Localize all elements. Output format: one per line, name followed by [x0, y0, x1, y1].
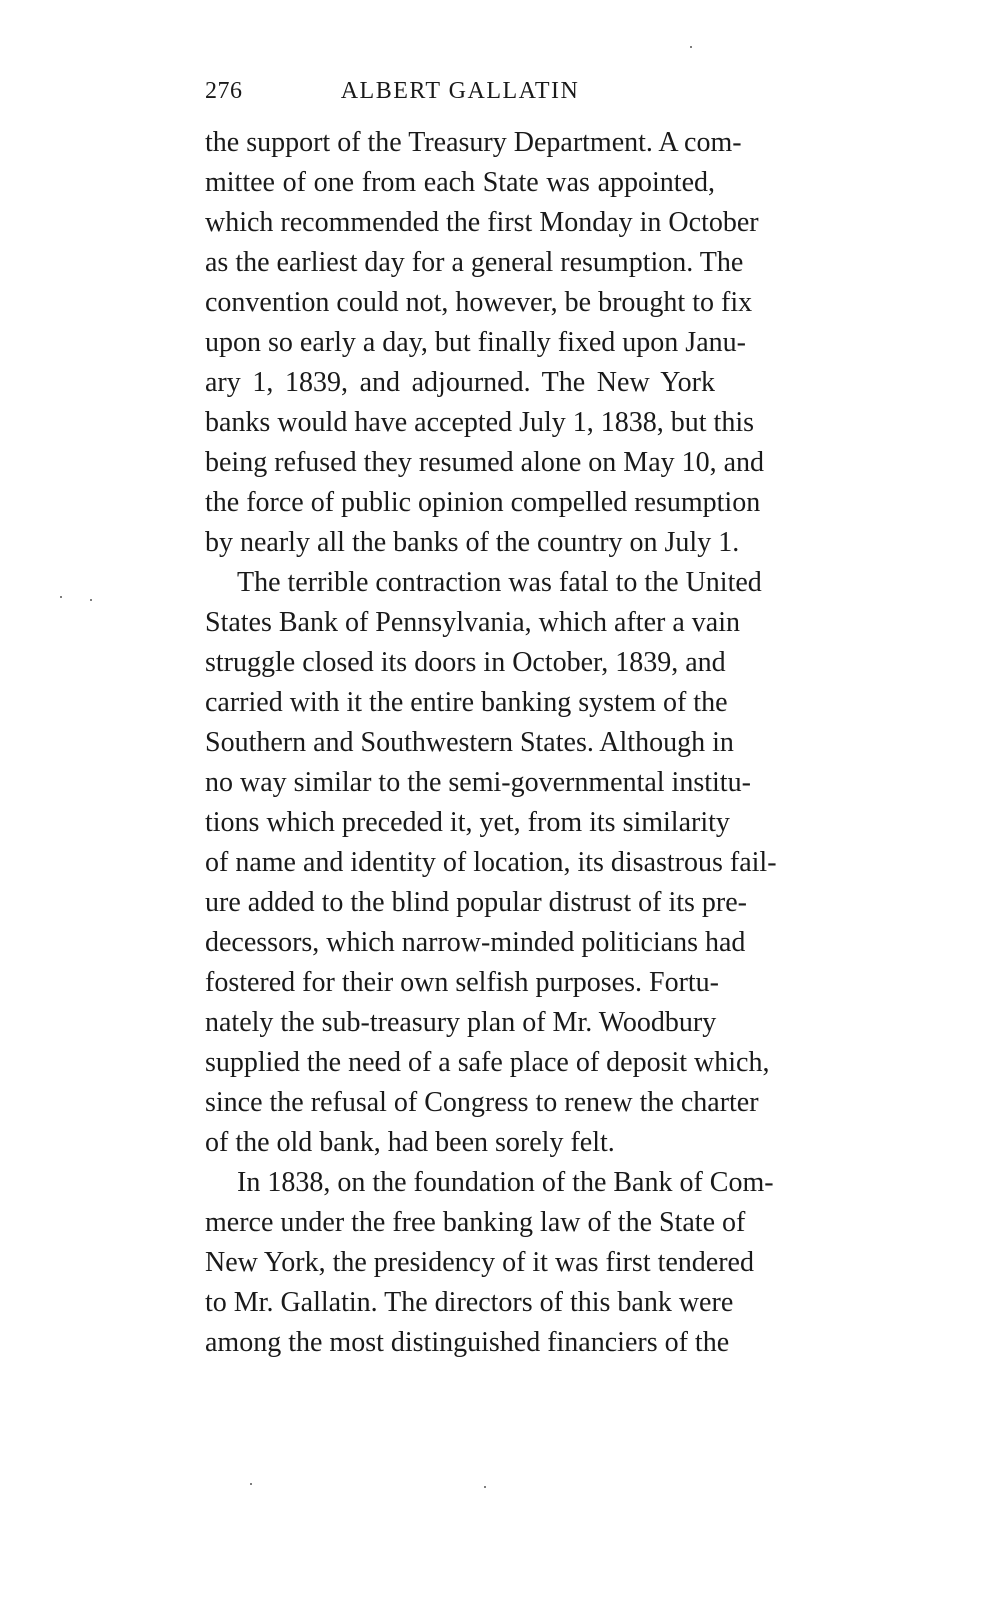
- text-line: fostered for their own selfish purposes. Fortu-: [205, 967, 720, 998]
- text-line: New York, the presidency of it was first tendered: [205, 1247, 754, 1278]
- text-line: ary 1, 1839, and adjourned. The New York: [205, 367, 715, 398]
- text-line: The terrible contraction was fatal to the United: [237, 567, 762, 598]
- page-header: [205, 78, 715, 112]
- text-line: since the refusal of Congress to renew the charter: [205, 1087, 759, 1118]
- text-line: which recommended the first Monday in October: [205, 207, 759, 238]
- text-line: supplied the need of a safe place of deposit which,: [205, 1047, 770, 1078]
- text-line: ure added to the blind popular distrust of its pre-: [205, 887, 747, 918]
- body-text: [205, 123, 777, 1363]
- text-line: among the most distinguished financiers of the: [205, 1327, 730, 1358]
- scan-speck: [690, 46, 692, 48]
- text-line: of name and identity of location, its disastrous fail-: [205, 847, 777, 878]
- scan-speck: [90, 599, 92, 601]
- scan-speck: [60, 596, 62, 598]
- text-line: In 1838, on the foundation of the Bank of Com-: [237, 1167, 774, 1198]
- text-line: struggle closed its doors in October, 1839, and: [205, 647, 726, 678]
- text-line: carried with it the entire banking system of the: [205, 687, 728, 718]
- text-line: being refused they resumed alone on May 10, and: [205, 447, 765, 478]
- paragraph-3: [205, 1163, 774, 1363]
- running-head: ALBERT GALLATIN: [340, 78, 580, 104]
- text-line: convention could not, however, be brought to fix: [205, 287, 753, 318]
- page-number: 276: [205, 78, 243, 104]
- text-line: as the earliest day for a general resumption. The: [205, 247, 744, 278]
- paragraph-1: [205, 123, 765, 563]
- text-line: the support of the Treasury Department. A com-: [205, 127, 742, 158]
- text-line: decessors, which narrow-minded politicians had: [205, 927, 746, 958]
- text-line: Southern and Southwestern States. Although in: [205, 727, 734, 758]
- text-line: States Bank of Pennsylvania, which after a vain: [205, 607, 740, 638]
- scan-speck: [250, 1483, 252, 1485]
- text-line: nately the sub-treasury plan of Mr. Woodbury: [205, 1007, 717, 1038]
- text-line: no way similar to the semi-governmental institu-: [205, 767, 751, 798]
- scan-speck: [484, 1486, 486, 1488]
- text-line: upon so early a day, but finally fixed upon Janu-: [205, 327, 746, 358]
- paragraph-2: [205, 563, 777, 1163]
- text-line: to Mr. Gallatin. The directors of this bank were: [205, 1287, 734, 1318]
- text-line: banks would have accepted July 1, 1838, but this: [205, 407, 755, 438]
- text-line: mittee of one from each State was appointed,: [205, 167, 715, 198]
- text-line: tions which preceded it, yet, from its similarity: [205, 807, 730, 838]
- text-line: of the old bank, had been sorely felt.: [205, 1127, 615, 1158]
- text-line: merce under the free banking law of the State of: [205, 1207, 746, 1238]
- text-line: the force of public opinion compelled resumption: [205, 487, 761, 518]
- text-line: by nearly all the banks of the country on July 1.: [205, 527, 740, 558]
